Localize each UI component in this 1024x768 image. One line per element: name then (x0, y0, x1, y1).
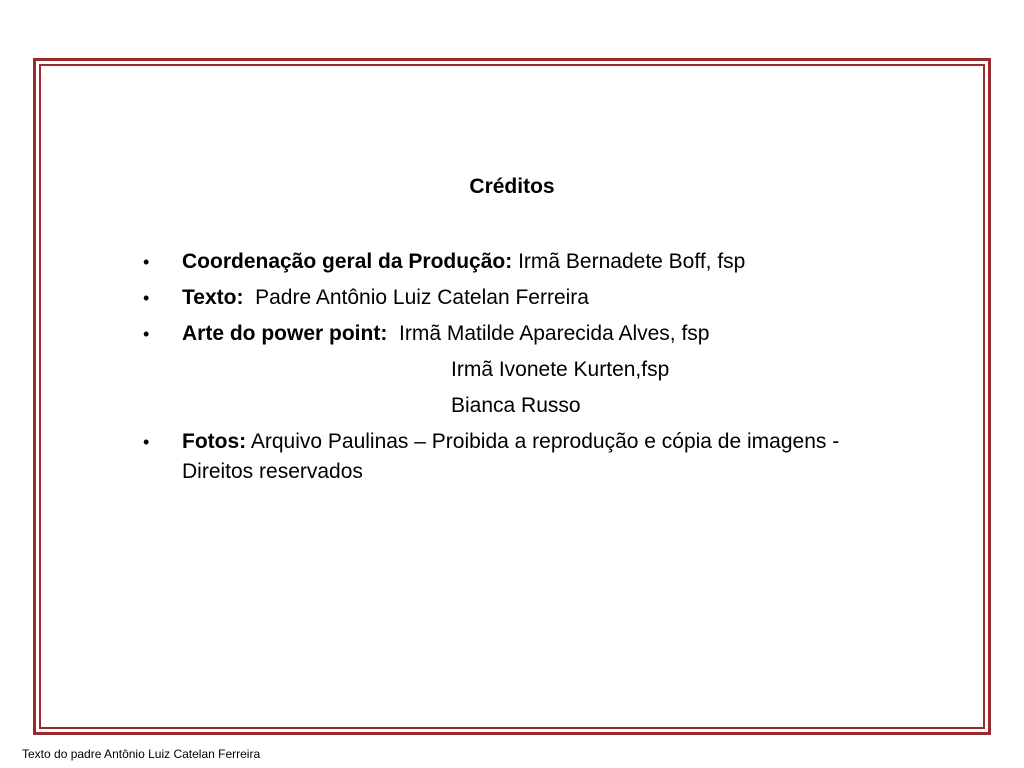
list-item (140, 247, 880, 277)
credit-value: Irmã Matilde Aparecida Alves, fsp (399, 322, 710, 345)
bullet-icon: • (143, 252, 150, 272)
credit-label: Coordenação geral da Produção: (182, 250, 513, 273)
credits-list (140, 247, 880, 493)
credit-continuation: Irmã Ivonete Kurten,fsp (451, 358, 670, 381)
credit-value: Arquivo Paulinas – Proibida a reprodução e cópia de imagens - Direitos reservados (182, 430, 840, 483)
bullet-icon: • (143, 288, 150, 308)
list-item (140, 319, 880, 349)
slide-title: Créditos (469, 175, 555, 198)
credit-label: Arte do power point: (182, 322, 388, 345)
bullet-icon: • (143, 432, 150, 452)
credit-value: Irmã Bernadete Boff, fsp (518, 250, 746, 273)
bullet-icon: • (143, 324, 150, 344)
credit-label: Fotos: (182, 430, 247, 453)
footer-text: Texto do padre Antônio Luiz Catelan Ferreira (22, 747, 261, 761)
credit-label: Texto: (182, 286, 244, 309)
list-item (140, 283, 880, 313)
credit-value: Padre Antônio Luiz Catelan Ferreira (255, 286, 589, 309)
credit-continuation: Bianca Russo (451, 394, 581, 417)
list-item (140, 427, 880, 487)
